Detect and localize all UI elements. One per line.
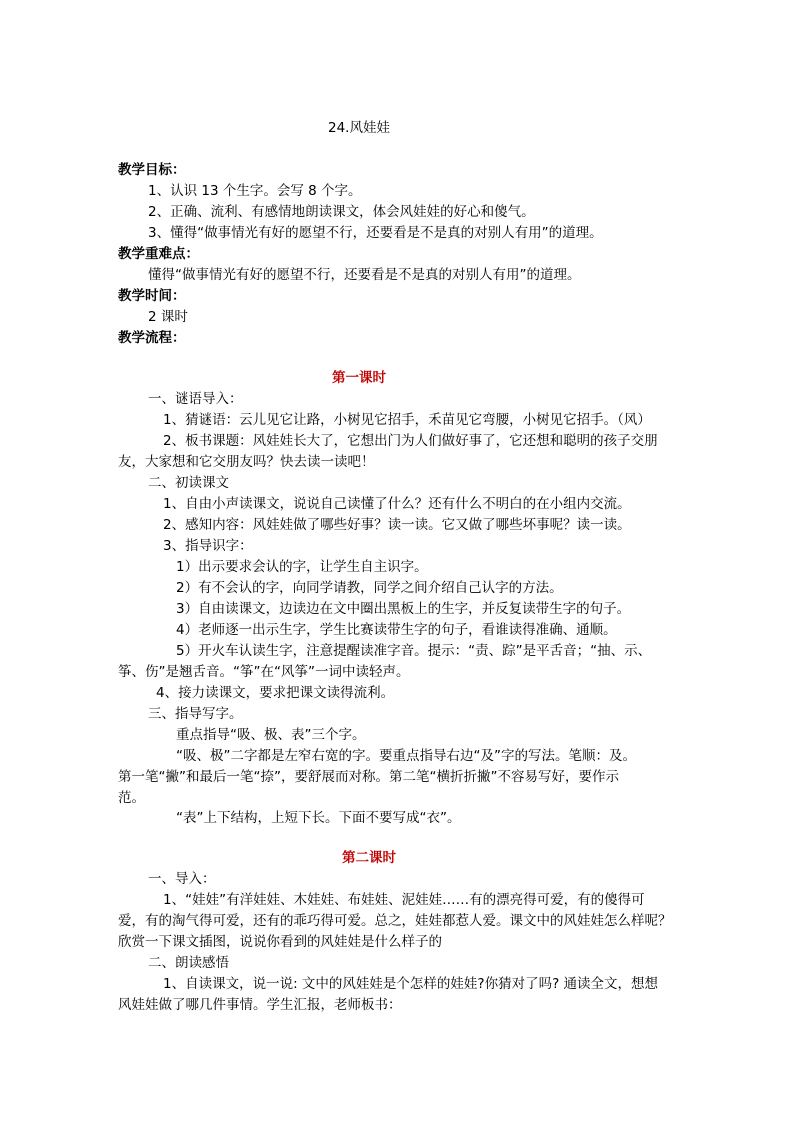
- paragraph: 风娃娃做了哪几件事情。学生汇报，老师板书：: [118, 997, 402, 1013]
- paragraph: “吸、极”二字都是左窄右宽的字。要重点指导右边“及”字的写法。笔顺：及。: [176, 748, 636, 764]
- section-title: 一、谜语导入：: [148, 391, 243, 407]
- paragraph: 范。: [118, 790, 145, 806]
- flow-heading: 教学流程：: [118, 330, 186, 346]
- list-item: 4）老师逐一出示生字，学生比赛读带生字的句子，看谁读得准确、通顺。: [176, 622, 617, 638]
- section-title: 三、指导写字。: [148, 706, 243, 722]
- objective-item: 2、正确、流利、有感情地朗读课文，体会风娃娃的好心和傻气。: [148, 204, 535, 220]
- page-title: 24.风娃娃: [328, 120, 390, 136]
- paragraph: 欣赏一下课文插图，说说你看到的风娃娃是什么样子的: [118, 934, 442, 950]
- list-item: 2）有不会认的字，向同学请教，同学之间介绍自己认字的方法。: [176, 580, 563, 596]
- paragraph: 2、板书课题：风娃娃长大了，它想出门为人们做好事了，它还想和聪明的孩子交朋: [163, 433, 658, 449]
- lesson1-heading: 第一课时: [332, 370, 386, 386]
- objective-item: 3、懂得“做事情光有好的愿望不行，还要看是不是真的对别人有用”的道理。: [148, 225, 603, 241]
- paragraph: 3、指导识字：: [163, 538, 253, 554]
- objectives-heading: 教学目标：: [118, 162, 186, 178]
- paragraph: 1、猜谜语：云儿见它让路，小树见它招手，禾苗见它弯腰，小树见它招手。（风）: [163, 412, 651, 428]
- paragraph: 1、“娃娃”有洋娃娃、木娃娃、布娃娃、泥娃娃……有的漂亮得可爱，有的傻得可: [163, 892, 645, 908]
- paragraph: 重点指导“吸、极、表”三个字。: [176, 727, 366, 743]
- list-item: 筝、伤”是翘舌音。“筝”在“风筝”一词中读轻声。: [118, 664, 410, 680]
- paragraph: “表”上下结构，上短下长。下面不要写成“衣”。: [176, 810, 461, 826]
- paragraph: 1、自读课文，说一说: 文中的风娃娃是个怎样的娃娃?你猜对了吗? 通读全文，想想: [163, 976, 659, 992]
- time-text: 2 课时: [148, 309, 188, 325]
- key-points-heading: 教学重难点：: [118, 246, 199, 262]
- paragraph: 2、感知内容：风娃娃做了哪些好事？读一读。它又做了哪些坏事呢？读一读。: [163, 517, 631, 533]
- objective-item: 1、认识 13 个生字。会写 8 个字。: [148, 183, 362, 199]
- list-item: 3）自由读课文，边读边在文中圈出黑板上的生字，并反复读带生字的句子。: [176, 601, 631, 617]
- section-title: 二、初读课文: [148, 475, 229, 491]
- paragraph: 第一笔“撇”和最后一笔“捺”，要舒展而对称。第二笔“横折折撇”不容易写好，要作示: [118, 769, 619, 785]
- list-item: 5）开火车认读生字，注意提醒读准字音。提示：“责、踪”是平舌音；“抽、示、: [176, 643, 652, 659]
- lesson2-heading: 第二课时: [342, 850, 396, 866]
- paragraph: 友，大家想和它交朋友吗？快去读一读吧！: [118, 454, 375, 470]
- time-heading: 教学时间：: [118, 288, 186, 304]
- key-points-text: 懂得“做事情光有好的愿望不行，还要看是不是真的对别人有用”的道理。: [148, 267, 581, 283]
- section-title: 二、朗读感悟: [148, 955, 229, 971]
- paragraph: 4、接力读课文，要求把课文读得流利。: [156, 685, 395, 701]
- list-item: 1）出示要求会认的字，让学生自主识字。: [176, 559, 428, 575]
- paragraph: 1、自由小声读课文，说说自己读懂了什么？还有什么不明白的在小组内交流。: [163, 496, 631, 512]
- paragraph: 爱，有的淘气得可爱，还有的乖巧得可爱。总之，娃娃都惹人爱。课文中的风娃娃怎么样呢？: [118, 913, 672, 929]
- section-title: 一、导入：: [148, 871, 216, 887]
